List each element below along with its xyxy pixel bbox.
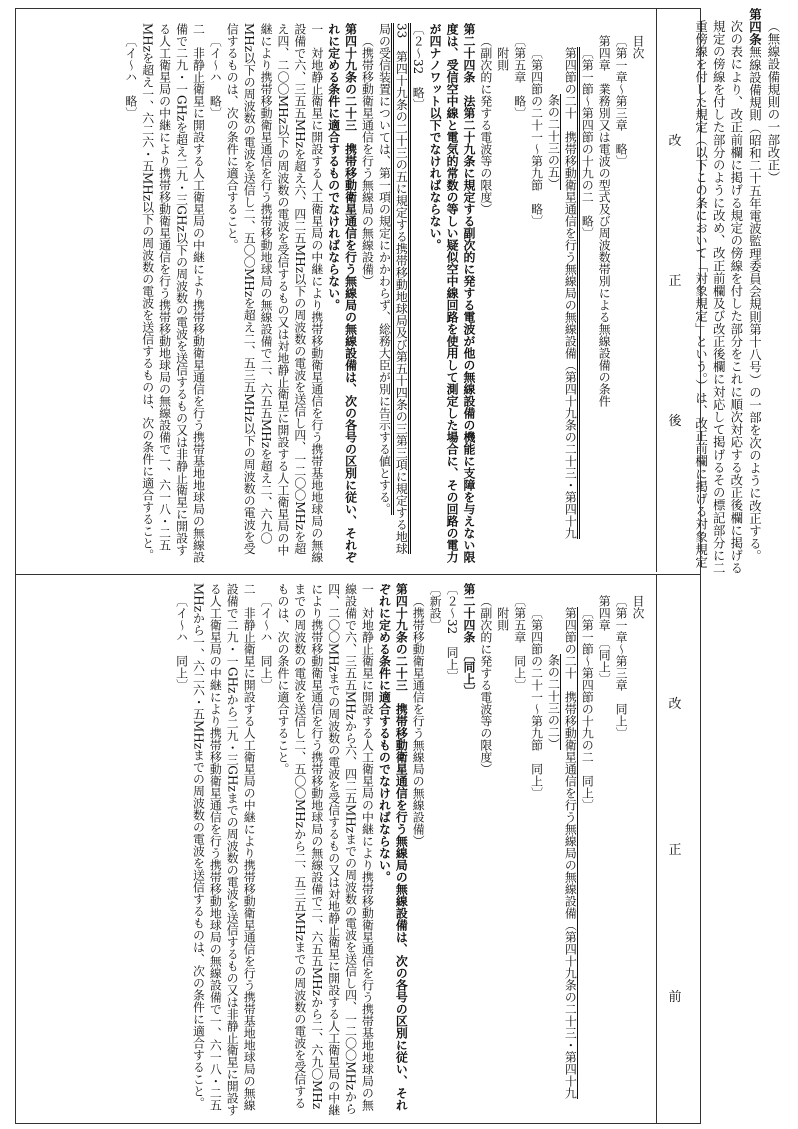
item-body: 二 非静止衛星に開設する人工衛星局の中継により携帯移動衛星通信を行う携帯基地地球局の無線設備で二九・一GHzから二九・三GHzまでの周波数の電波を送信するもの又は非静止衛星に開設する人工衛星局の中継により携帯移動衛星通信を行う携帯移動地球局の無線設備で一、六一八・二五MHzから一、六二六・五MHzまでの周波数の電波を送信するものは、次の条件に適合すること。 xyxy=(191,583,257,1116)
item-body: 一 対地静止衛星に開設する人工衛星局の中継により携帯移動衛星通信を行う携帯基地地球局の無線設備で六、三五五MHzから六、四二五MHzまでの周波数の電波を送信し四、一二〇〇MHzから四、二〇〇MHzまでの周波数の電波を受信するもの又は対地静止衛星に開設する人工衛星局の中継により携帯移動衛星通信を行う携帯移動地球局の無線設備で二、六五五MHzから二、六九〇MHzまでの周波数の電波を送信し二、五〇〇MHzから二、五三五MHzまでの周波数の電波を受信するものは、次の条件に適合すること。 xyxy=(275,583,375,1117)
article-text: 無線設備規則（昭和二十五年電波監理委員会規則第十八号）の一部を次のように改正する。 xyxy=(747,45,763,563)
toc-item: 〔第五章 略〕 xyxy=(512,34,527,119)
table-divider xyxy=(16,574,700,575)
article-body: 第二十四条 法第二十九条に規定する副次的に発する電波が他の無線設備の機能に支障を与えない限度は、受信空中線と電気的常数の等しい疑似空中線回路を使用して測定した場合に、その回路の電力が四ナノワット以下でなければならない。 xyxy=(428,23,476,563)
header-title: （無線設備規則の一部改正） xyxy=(766,20,781,185)
article-caption: （携帯移動衛星通信を行う無線局の無線設備） xyxy=(411,594,426,847)
paragraph-ref: 〔２～32 略〕 xyxy=(411,23,426,111)
item-body: 一 対地静止衛星に開設する人工衛星局の中継により携帯移動衛星通信を行う携帯基地地球局の無線設備で六、三五五MHzを超え六、四二五MHz以下の周波数の電波を送信し四、一二〇〇MHzを超え四、二〇〇MHz以下の周波数の電波を受信するもの又は対地静止衛星に開設する人工衛星局の中継により携帯移動衛星通信を行う携帯移動地球局の無線設備で二、六五五MHzを超え二、六九〇MHz以下の周波数の電波を送信し二、五〇〇MHzを超え二、五三五MHz以下の周波数の電波を受信するものは、次の条件に適合すること。 xyxy=(225,23,324,563)
toc-item: 第四節の二十 携帯移動衛星通信を行う無線局の無線設備（第四十九条の二十三・第四十九 xyxy=(563,606,578,1099)
text-after-amendment xyxy=(24,23,646,563)
toc-item: 条の二十三の五） xyxy=(546,94,561,191)
column-divider xyxy=(656,9,657,572)
toc-item: 条の二十三の二） xyxy=(546,654,561,751)
article-label: 第四条 xyxy=(747,8,763,46)
section-heading: 附則 xyxy=(495,46,510,71)
item-ref: 〔イ～ハ 略〕 xyxy=(208,34,223,119)
item-ref: 〔イ～ハ 同上〕 xyxy=(174,594,189,691)
header-article xyxy=(746,8,764,576)
paragraph: 33 第四十九条の二十三の五に規定する携帯移動地球局及び第五十四条の三第三項に規定する地球局の受信装置については、第一項の規定にかかわらず、総務大臣が別に告示する値とする。 xyxy=(376,23,410,563)
toc-item: 第四章 〔同上〕 xyxy=(597,594,612,685)
section-heading: 附則 xyxy=(495,606,510,631)
item-body: 二 非静止衛星に開設する人工衛星局の中継により携帯移動衛星通信を行う携帯基地地球局の無線設備で二九・一GHzを超え二九・三GHz以下の周波数の電波を送信するもの又は非静止衛星に開設する人工衛星局の中継により携帯移動衛星通信を行う携帯移動地球局の無線設備で一、六一八・二五MHzを超え一、六二六・五MHz以下の周波数の電波を送信するものは、次の条件に適合すること。 xyxy=(140,23,206,563)
toc-heading: 目次 xyxy=(631,34,645,59)
toc-item: 〔第一章～第三章 同上〕 xyxy=(614,594,629,739)
new-paragraph-marker: 〔新設〕 xyxy=(428,583,443,631)
article-body: 第四十九条の二十三 携帯移動衛星通信を行う無線局の無線設備は、次の各号の区別に従い、それぞれに定める条件に適合するものでなければならない。 xyxy=(377,583,409,1111)
article-caption: （副次的に発する電波等の限度） xyxy=(478,34,493,215)
column-heading-after: 改 正 後 xyxy=(668,133,682,429)
amendment-header xyxy=(694,8,782,576)
toc-heading: 目次 xyxy=(631,594,645,619)
toc-item: 第四節の二十 携帯移動衛星通信を行う無線局の無線設備（第四十九条の二十三・第四十九 xyxy=(561,23,578,563)
article-caption: （副次的に発する電波等の限度） xyxy=(478,594,493,775)
toc-item: 〔第一章～第三章 略〕 xyxy=(614,34,629,167)
toc-item: 〔第一節～第四節の十九の二 略〕 xyxy=(580,46,595,239)
paragraph-ref: 〔２～32 同上〕 xyxy=(445,583,460,683)
article-body: 第四十九条の二十三 携帯移動衛星通信を行う無線局の無線設備は、次の各号の区別に従い、それぞれに定める条件に適合するものでなければならない。 xyxy=(326,23,358,563)
column-heading-before: 改 正 前 xyxy=(668,696,682,1006)
comparison-table xyxy=(15,8,701,1124)
toc-item: 〔第四節の二十一～第九節 略〕 xyxy=(529,46,544,227)
toc-item: 第四章 業務別又は電波の型式及び周波数帯別による無線設備の条件 xyxy=(597,34,612,407)
article-caption: （携帯移動衛星通信を行う無線局の無線設備） xyxy=(360,34,375,287)
toc-item: 〔第五章 同上〕 xyxy=(512,594,527,691)
header-paragraph: 次の表により、改正前欄に掲げる規定の傍線を付した部分をこれに順次対応する改正後欄に掲げる規定の傍線を付した部分のように改め、改正前欄及び改正後欄に対応して掲げるその標記部分に二重傍線を付した規定（以下この条において「対象規定」という。）は、改正前欄に掲げる対象規定 xyxy=(694,20,744,575)
toc-item: 〔第四節の二十一～第九節 同上〕 xyxy=(529,606,544,799)
article-body: 第二十四条 〔同上〕 xyxy=(461,583,476,698)
column-divider xyxy=(656,575,657,1123)
item-ref: 〔イ～ハ 同上〕 xyxy=(259,594,274,691)
toc-item: 〔第一節～第四節の十九の二 同上〕 xyxy=(580,606,595,811)
item-ref: 〔イ～ハ 略〕 xyxy=(123,34,138,119)
text-before-amendment xyxy=(24,583,646,1119)
